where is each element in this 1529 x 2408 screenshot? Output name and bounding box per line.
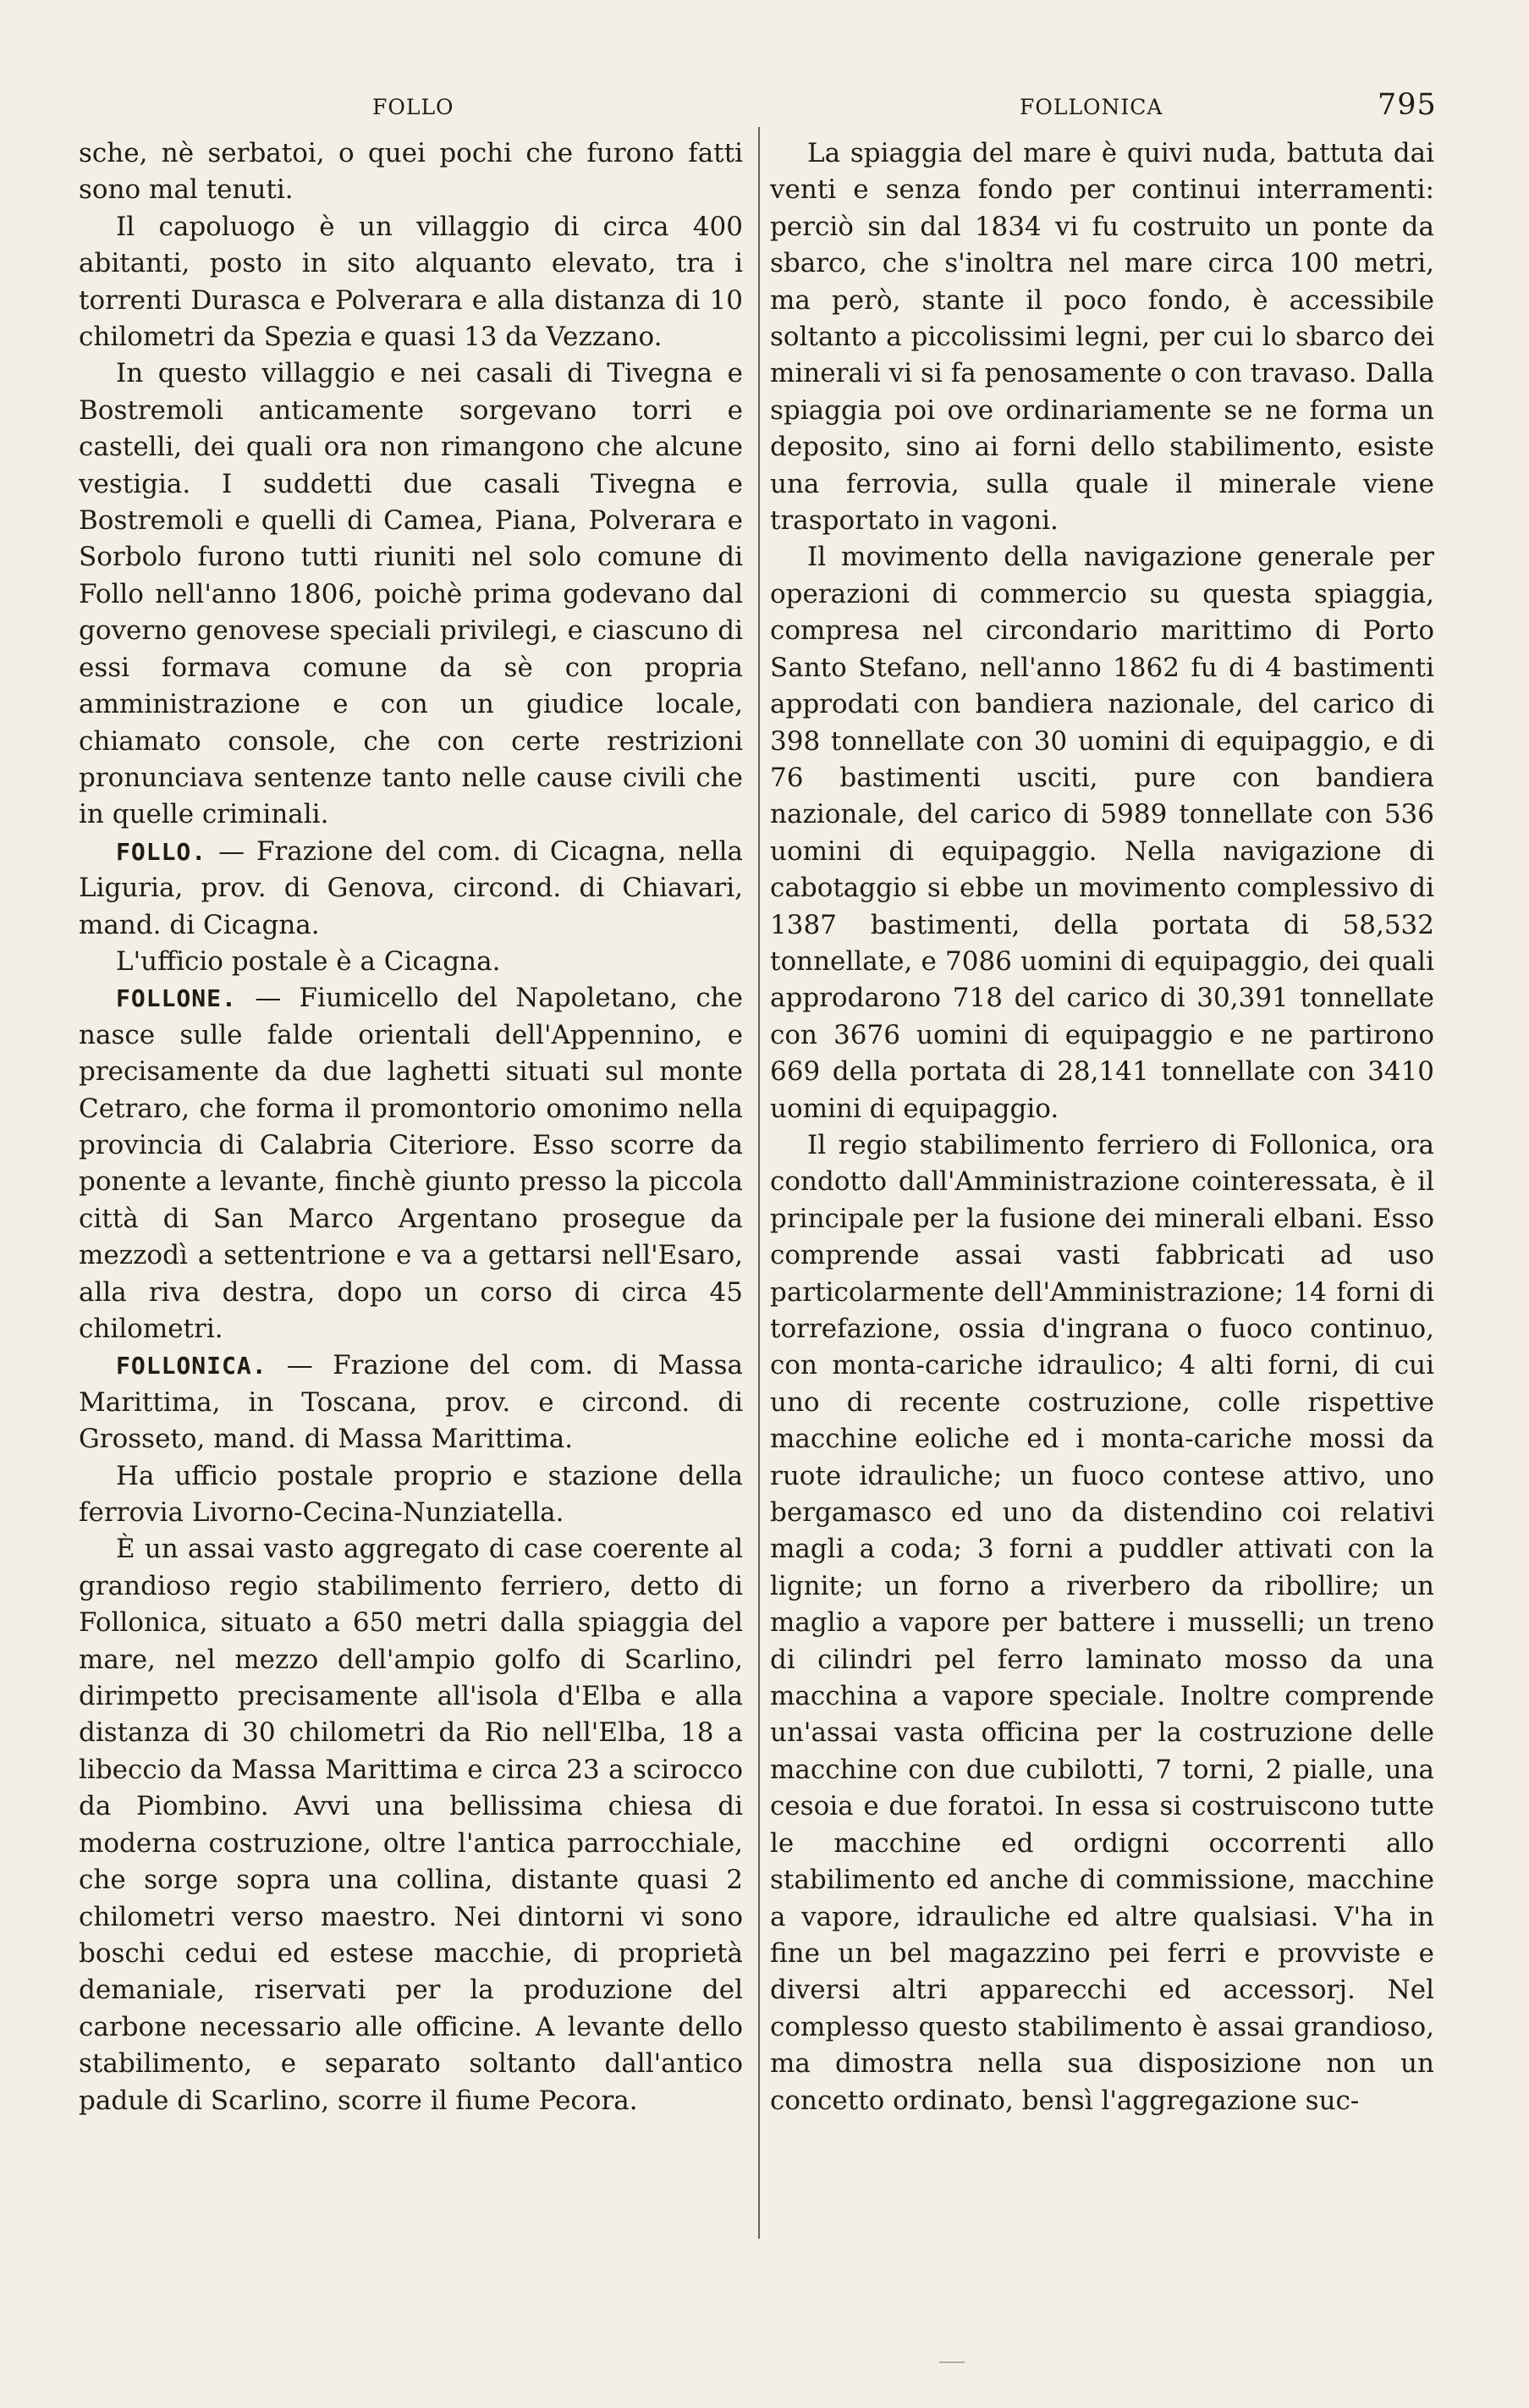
running-head-right: FOLLONICA	[1020, 95, 1163, 119]
paragraph-capoluogo: Il capoluogo è un villaggio di circa 400 abitanti, posto in sito alquanto elevato, tra i torrenti Durasca e Polverara e alla distanza di 10 chilometri da Spezia e quasi 13 da Vezzano.	[79, 211, 743, 353]
paragraph-postal-follonica: Ha ufficio postale proprio e stazione della ferrovia Livorno-Cecina-Nunziatella.	[79, 1460, 743, 1529]
entry-follonica-text: — Frazione del com. di Massa Marittima, in Toscana, prov. e circond. di Grosseto, mand. di Massa Marittima.	[79, 1350, 743, 1455]
entry-follone-text: — Fiumicello del Napoletano, che nasce sulle falde orientali dell'Appennino, e precisamente da due laghetti situati sul monte Cetraro, che forma il promontorio omonimo nella provincia di Calabria Citeriore. Esso scorre da ponente a levante, finchè giunto presso la piccola città di San Marco Argentano prosegue da mezzodì a settentrione e va a gettarsi nell'Esaro, alla riva destra, dopo un corso di circa 45 chilometri.	[79, 983, 743, 1344]
headword-follo: FOLLO.	[116, 837, 207, 866]
paragraph-aggregato: È un assai vasto aggregato di case coerente al grandioso regio stabilimento ferriero, detto di Follonica, situato a 650 metri dalla spiaggia del mare, nel mezzo dell'ampio golfo di Scarlino, dirimpetto precisamente all'isola d'Elba e alla distanza di 30 chilometri da Rio nell'Elba, 18 a libeccio da Massa Marittima e circa 23 a scirocco da Piombino. Avvi una bellissima chiesa di moderna costruzione, oltre l'antica parrocchiale, che sorge sopra una collina, distante quasi 2 chilometri verso maestro. Nei dintorni vi sono boschi cedui ed estese macchie, di proprietà demaniale, riservati per la produzione del carbone necessario alle officine. A levante dello stabilimento, e separato soltanto dall'antico padule di Scarlino, scorre il fiume Pecora.	[79, 1534, 743, 2116]
left-column	[79, 135, 743, 2119]
page-mark	[939, 2361, 965, 2363]
column-divider	[758, 127, 760, 2239]
paragraph-spiaggia: La spiaggia del mare è quivi nuda, battuta dai venti e senza fondo per continui interramenti: perciò sin dal 1834 vi fu costruito un ponte da sbarco, che s'inoltra nel mare circa 100 metri, ma però, stante il poco fondo, è accessibile soltanto a piccolissimi legni, per cui lo sbarco dei minerali vi si fa penosamente o con travaso. Dalla spiaggia poi ove ordinariamente se ne forma un deposito, sino ai forni dello stabilimento, esiste una ferrovia, sulla quale il minerale viene trasportato in vagoni.	[770, 138, 1434, 537]
paragraph-continuation: sche, nè serbatoi, o quei pochi che furono fatti sono mal tenuti.	[79, 138, 743, 206]
page-number: 795	[1378, 88, 1437, 122]
entry-follonica	[79, 1347, 743, 1457]
headword-follonica: FOLLONICA.	[116, 1352, 267, 1380]
headword-follone: FOLLONE.	[116, 984, 237, 1013]
entry-follone	[79, 980, 743, 1347]
paragraph-stabilimento: Il regio stabilimento ferriero di Follonica, ora condotto dall'Amministrazione cointeressata, è il principale per la fusione dei minerali elbani. Esso comprende assai vasti fabbricati ad uso particolarmente dell'Amministrazione; 14 forni di torrefazione, ossia d'ingrana o fuoco continuo, con monta-cariche idraulico; 4 alti forni, di cui uno di recente costruzione, colle rispettive macchine eoliche ed i monta-cariche mossi da ruote idrauliche; un fuoco contese attivo, uno bergamasco ed uno da distendino coi relativi magli a coda; 3 forni a puddler attivati con la lignite; un forno a riverbero da ribollire; un maglio a vapore per battere i musselli; un treno di cilindri pel ferro laminato mosso da una macchina a vapore speciale. Inoltre comprende un'assai vasta officina per la costruzione delle macchine con due cubilotti, 7 torni, 2 pialle, una cesoia e due foratoi. In essa si costruiscono tutte le macchine ed ordigni occorrenti allo stabilimento ed anche di commissione, macchine a vapore, idrauliche ed altre qualsiasi. V'ha in fine un bel magazzino pei ferri e provviste e diversi altri apparecchi ed accessorj. Nel complesso questo stabilimento è assai grandioso, ma dimostra nella sua disposizione non un concetto ordinato, bensì l'aggregazione suc-	[770, 1129, 1434, 2116]
paragraph-history: In questo villaggio e nei casali di Tivegna e Bostremoli anticamente sorgevano torri e castelli, dei quali ora non rimangono che alcune vestigia. I suddetti due casali Tivegna e Bostremoli e quelli di Camea, Piana, Polverara e Sorbolo furono tutti riuniti nel solo comune di Follo nell'anno 1806, poichè prima godevano dal governo genovese speciali privilegi, e ciascuno di essi formava comune da sè con propria amministrazione e con un giudice locale, chiamato console, che con certe restrizioni pronunciava sentenze tanto nelle cause civili che in quelle criminali.	[79, 358, 743, 830]
right-column	[770, 135, 1434, 2119]
entry-follo-text: — Frazione del com. di Cicagna, nella Liguria, prov. di Genova, circond. di Chiavari, mand. di Cicagna.	[79, 835, 743, 940]
entry-follo	[79, 834, 743, 944]
paragraph-navigazione: Il movimento della navigazione generale per operazioni di commercio su questa spiaggia, compresa nel circondario marittimo di Porto Santo Stefano, nell'anno 1862 fu di 4 bastimenti approdati con bandiera nazionale, del carico di 398 tonnellate con 30 uomini di equipaggio, e di 76 bastimenti usciti, pure con bandiera nazionale, del carico di 5989 tonnellate con 536 uomini di equipaggio. Nella navigazione di cabotaggio si ebbe un movimento complessivo di 1387 bastimenti, della portata di 58,532 tonnellate, e 7086 uomini di equipaggio, dei quali approdarono 718 del carico di 30,391 tonnellate con 3676 uomini di equipaggio e ne partirono 669 della portata di 28,141 tonnellate con 3410 uomini di equipaggio.	[770, 542, 1434, 1124]
paragraph-postal-follo: L'ufficio postale è a Cicagna.	[116, 945, 501, 977]
running-head-left: FOLLO	[372, 95, 454, 119]
